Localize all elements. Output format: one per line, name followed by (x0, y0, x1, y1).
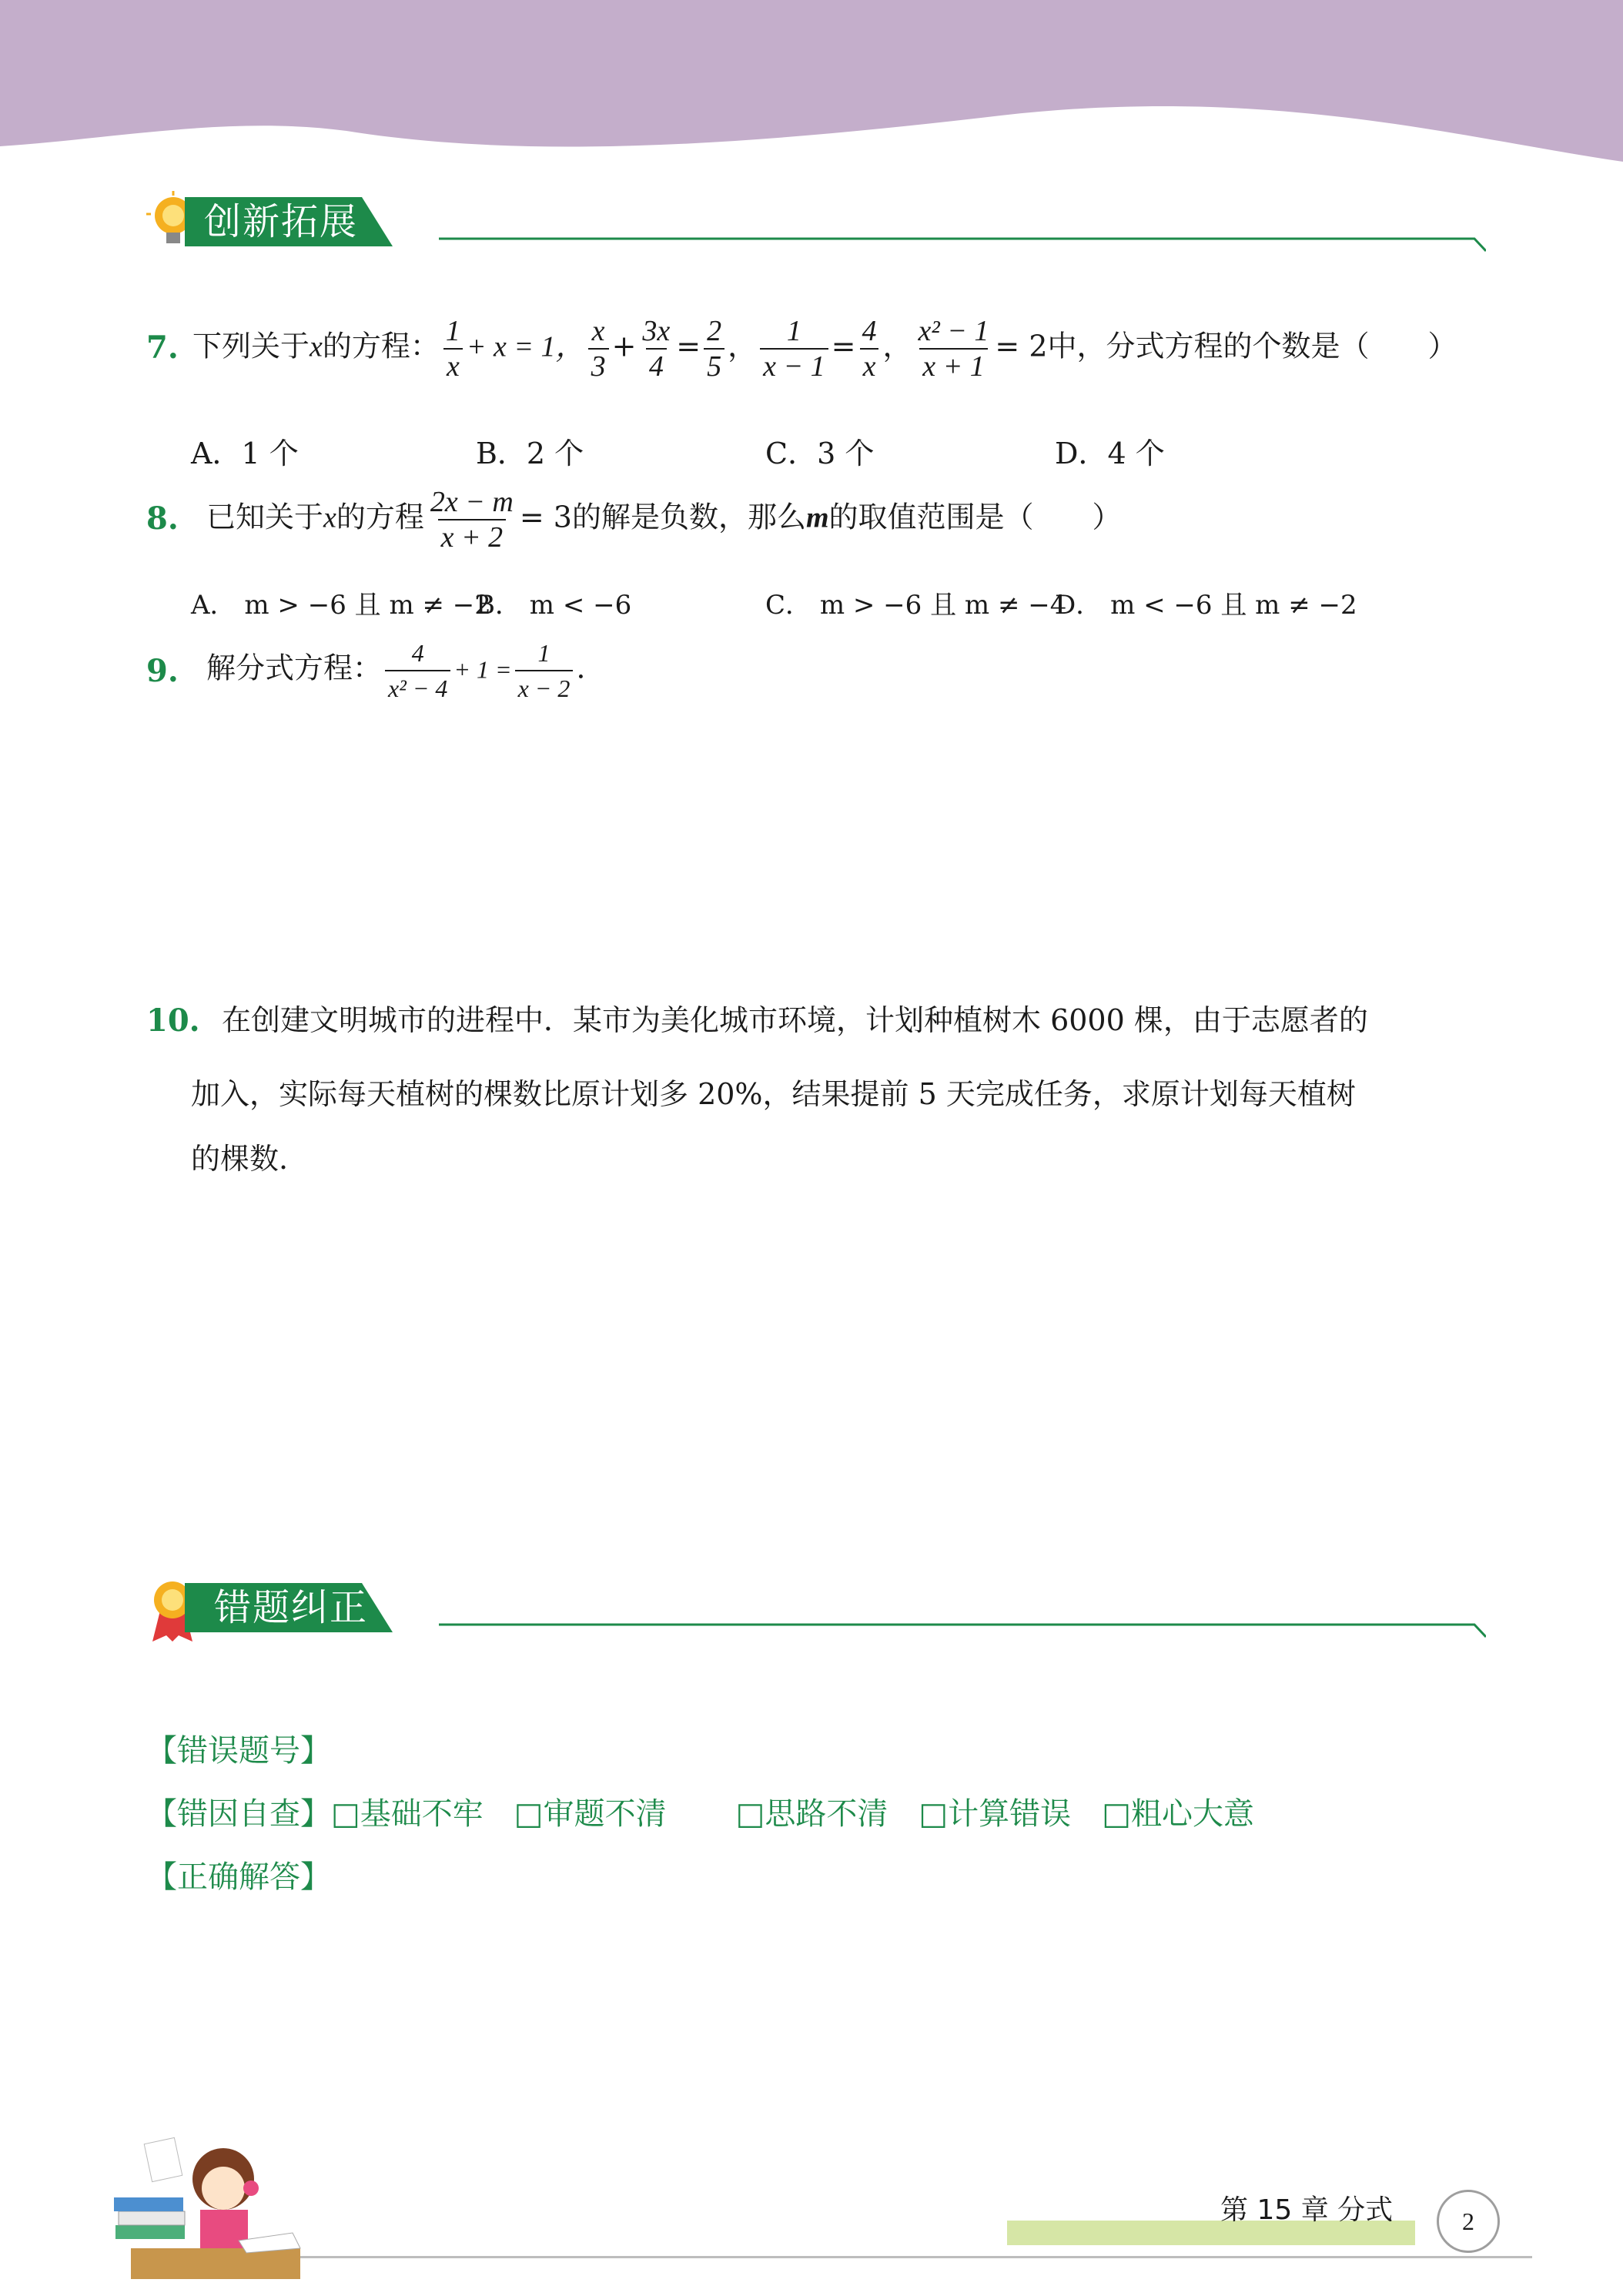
fraction: $\frac{1}{x - 1}$ (760, 314, 828, 383)
section-correct-header (146, 1577, 1486, 1646)
header-wave (0, 0, 1623, 177)
question-number: 10. (146, 1002, 200, 1039)
wrong-number-label: 【错误题号】 (146, 1733, 331, 1769)
question-10-line: 的棵数. (191, 1142, 289, 1176)
q8-text2: 的解是负数，那么 (571, 500, 806, 534)
question-number: 8. (146, 500, 179, 537)
page-number: 2 (1462, 2207, 1474, 2235)
correct-answer-label: 【正确解答】 (146, 1859, 331, 1895)
option-b: B．2 个 (476, 437, 584, 470)
fraction: $\frac{4}{\text{x² − 4}}$ (385, 636, 450, 705)
section-expand-header (146, 191, 1486, 260)
checkbox-calculation[interactable]: □计算错误 (919, 1796, 1072, 1832)
option-a: A． m > −6 且 m ≠ −2 (191, 590, 491, 621)
q7-text1: 的方程： (322, 329, 440, 363)
section-title: 创新拓展 (204, 200, 359, 243)
question-9-text: 解分式方程： $\frac{4}{\text{x² − 4}}$ + 1 = $\frac{1}{x - 2}$ . (206, 636, 585, 705)
footer-rule (300, 2256, 1532, 2258)
q7-suffix: 中，分式方程的个数是（ ） (1047, 329, 1457, 363)
fraction: $\frac{4}{x}$ (859, 314, 880, 383)
page-number-circle (1437, 2190, 1500, 2253)
fraction: $\frac{1}{x - 2}$ (515, 636, 574, 705)
question-7-text: 下列关于x的方程： $\frac{1}{x}$ + x = 1， $\frac{x}{3}$ + $\frac{3x}{4}$ = $\frac{2}{5}$ ， $\frac{1}{x - 1}$ = $\frac{4}{x}$ ， $\frac{\text{x² − 1}}{x + 1}$ = 2中，分式方程的个数是（ ） (192, 315, 1457, 383)
option-a: A．1 个 (191, 437, 299, 470)
question-number: 9. (146, 653, 179, 689)
checkbox-reading[interactable]: □审题不清 (514, 1796, 667, 1832)
question-10-line: 在创建文明城市的进程中．某市为美化城市环境，计划种植树木 6000 棵，由于志愿者的 (222, 1003, 1368, 1037)
error-cause-label: 【错因自查】 (146, 1796, 331, 1832)
checkbox-careless[interactable]: □粗心大意 (1102, 1796, 1254, 1832)
q8-var2: m (805, 501, 829, 534)
fraction: $\frac{2x - m}{x + 2}$ (430, 486, 514, 554)
fraction: $\frac{2}{5}$ (704, 314, 724, 383)
option-c: C． m > −6 且 m ≠ −4 (765, 590, 1067, 621)
fraction: $\frac{x}{3}$ (588, 314, 609, 383)
fraction: $\frac{1}{x}$ (443, 314, 463, 383)
chapter-label: 第 15 章 分式 (1220, 2194, 1394, 2226)
fraction: $\frac{3x}{4}$ (642, 315, 671, 383)
q8-var: x (323, 501, 336, 534)
q8-eq: = 3 (519, 500, 572, 534)
q7-prefix: 下列关于 (192, 329, 310, 363)
checkbox-thinking[interactable]: □思路不清 (735, 1796, 888, 1832)
girl-reading-illustration (108, 2125, 323, 2296)
q9-text: 解分式方程： (206, 651, 383, 685)
divider-line (439, 1615, 1486, 1646)
error-cause-row (146, 1789, 1285, 1833)
q8-prefix: 已知关于 (206, 500, 324, 534)
divider-line (439, 229, 1486, 260)
question-10-line: 加入，实际每天植树的棵数比原计划多 20%，结果提前 5 天完成任务，求原计划每天植树 (191, 1077, 1356, 1111)
question-number: 7. (146, 330, 179, 366)
q8-suffix: 的取值范围是（ ） (828, 500, 1122, 534)
option-d: D．4 个 (1055, 437, 1165, 470)
q7-var: x (310, 330, 323, 363)
checkbox-basics[interactable]: □基础不牢 (331, 1796, 484, 1832)
option-b: B． m < −6 (476, 590, 632, 621)
section-title: 错题纠正 (214, 1586, 369, 1629)
option-d: D． m < −6 且 m ≠ −2 (1055, 590, 1357, 621)
option-c: C．3 个 (765, 437, 875, 470)
question-8-text (206, 485, 1122, 554)
q8-text1: 的方程 (336, 500, 424, 534)
fraction: $\frac{\text{x² − 1}}{x + 1}$ (918, 315, 989, 383)
